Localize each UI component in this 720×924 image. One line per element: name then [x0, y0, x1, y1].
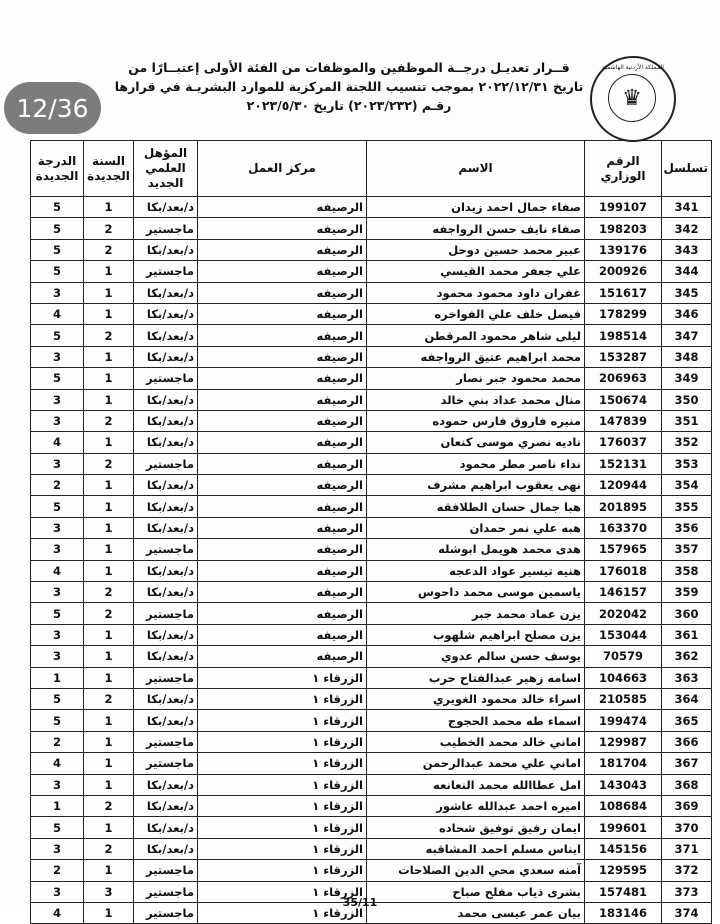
col-header-year: السنة الجديدة — [84, 141, 134, 197]
table-row — [31, 667, 712, 688]
cell-year: 1 — [84, 303, 134, 324]
cell-year: 2 — [84, 582, 134, 603]
cell-work-center: الرصيفه — [198, 282, 367, 303]
cell-grade: 1 — [31, 795, 84, 816]
cell-serial: 342 — [662, 218, 712, 239]
cell-work-center: الرصيفه — [198, 517, 367, 538]
cell-qualification: د/بعد/بكا — [134, 838, 198, 859]
cell-ministry-id: 151617 — [585, 282, 662, 303]
cell-qualification: د/بعد/بكا — [134, 774, 198, 795]
cell-ministry-id: 199474 — [585, 710, 662, 731]
table-row — [31, 282, 712, 303]
cell-grade: 1 — [31, 667, 84, 688]
table-row — [31, 560, 712, 581]
cell-qualification: د/بعد/بكا — [134, 624, 198, 645]
table-row — [31, 197, 712, 218]
cell-ministry-id: 181704 — [585, 753, 662, 774]
cell-year: 1 — [84, 646, 134, 667]
cell-name: عبير محمد حسين دوحل — [367, 239, 585, 260]
cell-qualification: د/بعد/بكا — [134, 646, 198, 667]
cell-grade: 5 — [31, 496, 84, 517]
cell-grade: 3 — [31, 646, 84, 667]
cell-ministry-id: 147839 — [585, 410, 662, 431]
cell-year: 2 — [84, 218, 134, 239]
cell-year: 1 — [84, 282, 134, 303]
cell-qualification: د/بعد/بكا — [134, 710, 198, 731]
cell-grade: 3 — [31, 838, 84, 859]
crown-icon: ♛ — [608, 74, 656, 122]
cell-year: 1 — [84, 817, 134, 838]
cell-grade: 3 — [31, 582, 84, 603]
table-row — [31, 603, 712, 624]
cell-serial: 343 — [662, 239, 712, 260]
header-line-3: رقـم (٢٠٢٣/٢٣٢) تاريخ ٢٠٢٣/٥/٣٠ — [246, 98, 452, 113]
cell-serial: 362 — [662, 646, 712, 667]
cell-qualification: د/بعد/بكا — [134, 496, 198, 517]
cell-ministry-id: 199601 — [585, 817, 662, 838]
cell-grade: 3 — [31, 389, 84, 410]
cell-year: 2 — [84, 688, 134, 709]
cell-year: 2 — [84, 239, 134, 260]
cell-year: 1 — [84, 432, 134, 453]
cell-qualification: د/بعد/بكا — [134, 688, 198, 709]
col-header-center: مركز العمل — [198, 141, 367, 197]
page-indicator-badge[interactable]: 12/36 — [4, 82, 101, 134]
cell-name: نداء ناصر مطر محمود — [367, 453, 585, 474]
cell-work-center: الزرقاء ١ — [198, 753, 367, 774]
cell-qualification: ماجستير — [134, 539, 198, 560]
cell-year: 1 — [84, 346, 134, 367]
col-header-serial: تسلسل — [662, 141, 712, 197]
table-row — [31, 218, 712, 239]
cell-ministry-id: 200926 — [585, 261, 662, 282]
cell-serial: 359 — [662, 582, 712, 603]
cell-serial: 356 — [662, 517, 712, 538]
cell-serial: 358 — [662, 560, 712, 581]
cell-year: 1 — [84, 517, 134, 538]
table-row — [31, 261, 712, 282]
cell-work-center: الزرقاء ١ — [198, 860, 367, 881]
cell-ministry-id: 70579 — [585, 646, 662, 667]
cell-qualification: د/بعد/بكا — [134, 432, 198, 453]
cell-grade: 5 — [31, 218, 84, 239]
cell-serial: 365 — [662, 710, 712, 731]
cell-year: 1 — [84, 860, 134, 881]
table-row — [31, 753, 712, 774]
cell-serial: 345 — [662, 282, 712, 303]
table-row — [31, 496, 712, 517]
cell-name: صفاء نايف حسن الرواجفه — [367, 218, 585, 239]
cell-ministry-id: 201895 — [585, 496, 662, 517]
cell-ministry-id: 157481 — [585, 881, 662, 902]
cell-year: 1 — [84, 197, 134, 218]
cell-work-center: الزرقاء ١ — [198, 667, 367, 688]
cell-ministry-id: 104663 — [585, 667, 662, 688]
cell-year: 1 — [84, 560, 134, 581]
cell-year: 1 — [84, 667, 134, 688]
cell-work-center: الزرقاء ١ — [198, 838, 367, 859]
cell-grade: 3 — [31, 774, 84, 795]
cell-work-center: الرصيفه — [198, 325, 367, 346]
cell-year: 1 — [84, 753, 134, 774]
table-row — [31, 731, 712, 752]
cell-grade: 3 — [31, 346, 84, 367]
cell-work-center: الرصيفه — [198, 646, 367, 667]
cell-grade: 2 — [31, 731, 84, 752]
table-row — [31, 325, 712, 346]
table-header-row — [31, 141, 712, 197]
table-row — [31, 688, 712, 709]
cell-ministry-id: 146157 — [585, 582, 662, 603]
cell-serial: 357 — [662, 539, 712, 560]
cell-year: 1 — [84, 496, 134, 517]
cell-name: اميره احمد عبدالله عاشور — [367, 795, 585, 816]
cell-serial: 364 — [662, 688, 712, 709]
cell-name: يزن عماد محمد جبر — [367, 603, 585, 624]
cell-ministry-id: 206963 — [585, 368, 662, 389]
cell-year: 2 — [84, 838, 134, 859]
cell-serial: 370 — [662, 817, 712, 838]
table-row — [31, 453, 712, 474]
cell-work-center: الرصيفه — [198, 539, 367, 560]
cell-work-center: الرصيفه — [198, 197, 367, 218]
cell-name: اماني علي محمد عبدالرحمن — [367, 753, 585, 774]
cell-serial: 368 — [662, 774, 712, 795]
cell-qualification: د/بعد/بكا — [134, 303, 198, 324]
cell-name: منيره فاروق فارس حموده — [367, 410, 585, 431]
cell-work-center: الرصيفه — [198, 624, 367, 645]
cell-work-center: الرصيفه — [198, 475, 367, 496]
cell-serial: 346 — [662, 303, 712, 324]
cell-name: آمنه سعدي محي الدين الصلاحات — [367, 860, 585, 881]
cell-qualification: د/بعد/بكا — [134, 239, 198, 260]
cell-name: صفاء جمال احمد زيدان — [367, 197, 585, 218]
cell-qualification: د/بعد/بكا — [134, 325, 198, 346]
cell-work-center: الرصيفه — [198, 389, 367, 410]
cell-year: 2 — [84, 410, 134, 431]
cell-qualification: د/بعد/بكا — [134, 410, 198, 431]
cell-year: 1 — [84, 902, 134, 923]
cell-grade: 3 — [31, 410, 84, 431]
cell-year: 2 — [84, 453, 134, 474]
cell-year: 3 — [84, 881, 134, 902]
cell-grade: 3 — [31, 517, 84, 538]
table-row — [31, 389, 712, 410]
col-header-grade: الدرجة الجديدة — [31, 141, 84, 197]
cell-work-center: الزرقاء ١ — [198, 688, 367, 709]
cell-work-center: الزرقاء ١ — [198, 902, 367, 923]
cell-year: 2 — [84, 325, 134, 346]
cell-work-center: الزرقاء ١ — [198, 774, 367, 795]
cell-ministry-id: 178299 — [585, 303, 662, 324]
cell-ministry-id: 153044 — [585, 624, 662, 645]
cell-work-center: الزرقاء ١ — [198, 817, 367, 838]
cell-ministry-id: 145156 — [585, 838, 662, 859]
cell-year: 1 — [84, 368, 134, 389]
cell-grade: 2 — [31, 860, 84, 881]
cell-serial: 354 — [662, 475, 712, 496]
cell-work-center: الرصيفه — [198, 239, 367, 260]
cell-ministry-id: 176037 — [585, 432, 662, 453]
cell-qualification: د/بعد/بكا — [134, 560, 198, 581]
cell-year: 1 — [84, 624, 134, 645]
header-line-1: قــرار تعديـل درجــة الموظفين والموظفات من الفئة الأولى إعتبــارًا من — [128, 60, 570, 75]
cell-serial: 348 — [662, 346, 712, 367]
cell-ministry-id: 199107 — [585, 197, 662, 218]
cell-name: اسراء خالد محمود الغويري — [367, 688, 585, 709]
ministry-seal-logo — [590, 56, 676, 142]
cell-qualification: ماجستير — [134, 860, 198, 881]
cell-serial: 363 — [662, 667, 712, 688]
cell-work-center: الرصيفه — [198, 346, 367, 367]
cell-name: فيصل خلف علي الفواخره — [367, 303, 585, 324]
col-header-name: الاسم — [367, 141, 585, 197]
cell-qualification: ماجستير — [134, 261, 198, 282]
cell-qualification: د/بعد/بكا — [134, 582, 198, 603]
cell-name: ياسمين موسى محمد داحوس — [367, 582, 585, 603]
table-row — [31, 838, 712, 859]
cell-name: هنيه تيسير عواد الدعجه — [367, 560, 585, 581]
page-number: 35/11 — [342, 896, 378, 909]
cell-qualification: ماجستير — [134, 603, 198, 624]
cell-work-center: الرصيفه — [198, 496, 367, 517]
cell-work-center: الرصيفه — [198, 603, 367, 624]
cell-grade: 4 — [31, 753, 84, 774]
table-row — [31, 410, 712, 431]
table-row — [31, 582, 712, 603]
cell-ministry-id: 129987 — [585, 731, 662, 752]
cell-name: ليلى شاهر محمود المرقطن — [367, 325, 585, 346]
cell-serial: 374 — [662, 902, 712, 923]
cell-work-center: الرصيفه — [198, 261, 367, 282]
cell-year: 1 — [84, 731, 134, 752]
cell-work-center: الرصيفه — [198, 303, 367, 324]
cell-qualification: ماجستير — [134, 368, 198, 389]
cell-ministry-id: 202042 — [585, 603, 662, 624]
cell-name: محمد ابراهيم عتيق الرواجفه — [367, 346, 585, 367]
cell-name: امل عطاالله محمد النعانعه — [367, 774, 585, 795]
cell-name: بيان عمر عيسى محمد — [367, 902, 585, 923]
cell-name: علي جعفر محمد القيسي — [367, 261, 585, 282]
cell-year: 1 — [84, 710, 134, 731]
decision-header — [110, 58, 588, 115]
cell-ministry-id: 198203 — [585, 218, 662, 239]
cell-serial: 371 — [662, 838, 712, 859]
cell-work-center: الرصيفه — [198, 432, 367, 453]
cell-serial: 367 — [662, 753, 712, 774]
employees-table — [30, 140, 712, 924]
cell-name: بشرى ذياب مفلح صباح — [367, 881, 585, 902]
cell-serial: 373 — [662, 881, 712, 902]
cell-ministry-id: 176018 — [585, 560, 662, 581]
cell-qualification: ماجستير — [134, 902, 198, 923]
cell-grade: 3 — [31, 453, 84, 474]
cell-serial: 349 — [662, 368, 712, 389]
cell-name: اماني خالد محمد الخطيب — [367, 731, 585, 752]
cell-grade: 3 — [31, 624, 84, 645]
cell-name: ايمان رفيق توفيق شحاده — [367, 817, 585, 838]
cell-name: هبه علي نمر حمدان — [367, 517, 585, 538]
cell-grade: 5 — [31, 239, 84, 260]
cell-ministry-id: 153287 — [585, 346, 662, 367]
cell-grade: 5 — [31, 325, 84, 346]
cell-qualification: د/بعد/بكا — [134, 197, 198, 218]
cell-name: يزن مصلح ابراهيم شلهوب — [367, 624, 585, 645]
cell-ministry-id: 152131 — [585, 453, 662, 474]
cell-name: نهى يعقوب ابراهيم مشرف — [367, 475, 585, 496]
cell-work-center: الرصيفه — [198, 368, 367, 389]
cell-work-center: الزرقاء ١ — [198, 731, 367, 752]
cell-qualification: د/بعد/بكا — [134, 517, 198, 538]
cell-work-center: الرصيفه — [198, 218, 367, 239]
cell-serial: 344 — [662, 261, 712, 282]
table-row — [31, 774, 712, 795]
cell-grade: 3 — [31, 881, 84, 902]
cell-grade: 2 — [31, 475, 84, 496]
cell-serial: 352 — [662, 432, 712, 453]
cell-ministry-id: 163370 — [585, 517, 662, 538]
cell-qualification: د/بعد/بكا — [134, 795, 198, 816]
cell-grade: 4 — [31, 560, 84, 581]
table-row — [31, 239, 712, 260]
table-row — [31, 475, 712, 496]
cell-name: غفران داود محمود محمود — [367, 282, 585, 303]
cell-ministry-id: 129595 — [585, 860, 662, 881]
table-row — [31, 346, 712, 367]
cell-qualification: ماجستير — [134, 753, 198, 774]
cell-name: منال محمد عداد بني خالد — [367, 389, 585, 410]
cell-name: يوسف حسن سالم عدوي — [367, 646, 585, 667]
cell-year: 1 — [84, 539, 134, 560]
cell-ministry-id: 210585 — [585, 688, 662, 709]
cell-work-center: الرصيفه — [198, 560, 367, 581]
cell-qualification: د/بعد/بكا — [134, 475, 198, 496]
cell-year: 1 — [84, 475, 134, 496]
cell-serial: 360 — [662, 603, 712, 624]
cell-grade: 5 — [31, 688, 84, 709]
cell-serial: 353 — [662, 453, 712, 474]
cell-year: 2 — [84, 603, 134, 624]
cell-grade: 4 — [31, 303, 84, 324]
table-row — [31, 303, 712, 324]
cell-grade: 5 — [31, 817, 84, 838]
cell-serial: 355 — [662, 496, 712, 517]
cell-name: محمد محمود جبر نصار — [367, 368, 585, 389]
cell-ministry-id: 139176 — [585, 239, 662, 260]
cell-qualification: د/بعد/بكا — [134, 817, 198, 838]
cell-ministry-id: 120944 — [585, 475, 662, 496]
cell-year: 1 — [84, 261, 134, 282]
table-row — [31, 517, 712, 538]
table-row — [31, 710, 712, 731]
col-header-qualification: المؤهل العلمي الجديد — [134, 141, 198, 197]
header-line-2: تاريخ ٢٠٢٢/١٢/٣١ بموجب تنسيب اللجنة المركزية للموارد البشريـة في قرارها — [114, 79, 584, 94]
table-row — [31, 432, 712, 453]
table-row — [31, 539, 712, 560]
cell-work-center: الرصيفه — [198, 453, 367, 474]
seal-text: المملكة الأردنية الهاشمية — [602, 64, 664, 71]
cell-name: هبا جمال حسان الطلافقه — [367, 496, 585, 517]
cell-grade: 3 — [31, 539, 84, 560]
cell-name: اسامه زهير عبدالفتاح حرب — [367, 667, 585, 688]
cell-qualification: د/بعد/بكا — [134, 346, 198, 367]
table-row — [31, 368, 712, 389]
cell-ministry-id: 198514 — [585, 325, 662, 346]
cell-work-center: الزرقاء ١ — [198, 710, 367, 731]
table-row — [31, 646, 712, 667]
cell-name: ناديه نصري موسى كنعان — [367, 432, 585, 453]
cell-qualification: ماجستير — [134, 881, 198, 902]
cell-year: 2 — [84, 795, 134, 816]
cell-qualification: ماجستير — [134, 731, 198, 752]
table-row — [31, 624, 712, 645]
cell-qualification: ماجستير — [134, 218, 198, 239]
cell-name: هدى محمد هويمل ابوشله — [367, 539, 585, 560]
cell-serial: 361 — [662, 624, 712, 645]
table-row — [31, 817, 712, 838]
cell-ministry-id: 143043 — [585, 774, 662, 795]
cell-qualification: ماجستير — [134, 667, 198, 688]
cell-grade: 5 — [31, 368, 84, 389]
cell-work-center: الزرقاء ١ — [198, 795, 367, 816]
cell-grade: 5 — [31, 710, 84, 731]
cell-serial: 372 — [662, 860, 712, 881]
cell-serial: 351 — [662, 410, 712, 431]
cell-serial: 350 — [662, 389, 712, 410]
cell-work-center: الزرقاء ١ — [198, 881, 367, 902]
cell-grade: 5 — [31, 197, 84, 218]
cell-grade: 4 — [31, 432, 84, 453]
cell-ministry-id: 183146 — [585, 902, 662, 923]
cell-year: 1 — [84, 774, 134, 795]
table-row — [31, 795, 712, 816]
cell-serial: 347 — [662, 325, 712, 346]
cell-year: 1 — [84, 389, 134, 410]
cell-grade: 3 — [31, 282, 84, 303]
cell-ministry-id: 150674 — [585, 389, 662, 410]
cell-ministry-id: 157965 — [585, 539, 662, 560]
col-header-id: الرقم الوزاري — [585, 141, 662, 197]
cell-grade: 5 — [31, 603, 84, 624]
cell-serial: 369 — [662, 795, 712, 816]
cell-grade: 5 — [31, 261, 84, 282]
cell-name: ايناس مسلم احمد المشاقبه — [367, 838, 585, 859]
cell-name: اسماء طه محمد الحجوج — [367, 710, 585, 731]
cell-work-center: الرصيفه — [198, 582, 367, 603]
table-row — [31, 860, 712, 881]
cell-qualification: د/بعد/بكا — [134, 282, 198, 303]
cell-ministry-id: 108684 — [585, 795, 662, 816]
cell-serial: 341 — [662, 197, 712, 218]
cell-qualification: ماجستير — [134, 453, 198, 474]
cell-qualification: د/بعد/بكا — [134, 389, 198, 410]
cell-work-center: الرصيفه — [198, 410, 367, 431]
cell-grade: 4 — [31, 902, 84, 923]
cell-serial: 366 — [662, 731, 712, 752]
